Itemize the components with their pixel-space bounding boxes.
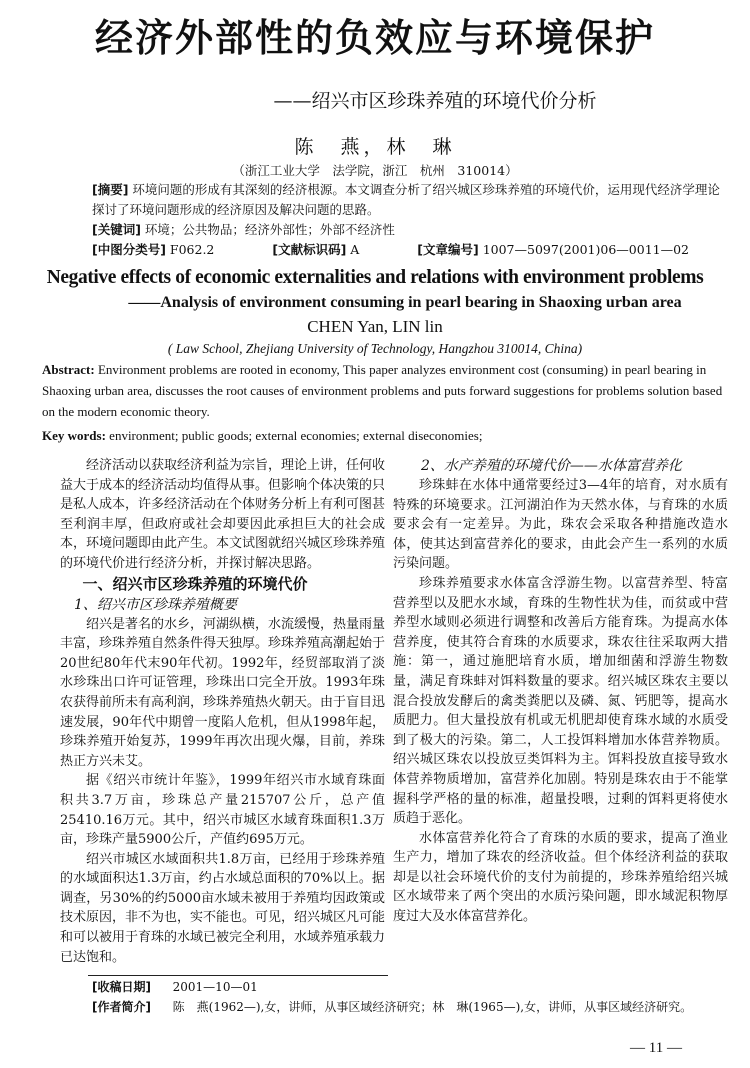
authors: 陈 燕，林 琳 [294, 136, 456, 158]
page-number: — 11 — [630, 1040, 682, 1057]
paragraph: 珍珠蚌在水体中通常要经过3—4年的培育，对水质有特殊的环境要求。江河湖泊作为天然水体，与育珠的水质要求会有一定差异。为此，珠农会采取各种措施改造水体，使其达到富营养化的要求，由此会产生一系列的水质污染问题。 [393, 478, 728, 572]
paragraph: 珍珠养殖要求水体富含浮游生物。以富营养型、特富营养型以及肥水水域，育珠的生物性状为佳，而贫或中营养型水域则必须进行调整和改善后方能育珠。为提高水体营养度，使其符合育珠的水质要求，珠农往往采取两大措施：第一，通过施肥培育水质，增加细菌和浮游生物数量，满足育珠蚌对饵料数量的要求。绍兴城区珠农主要以混合投放发酵后的禽类粪肥以及磷、氮、钙肥等，提高水质肥力。但大量投放有机或无机肥却使育珠水域的水质受到了极大的污染。第二，人工投饵料增加水体营养物质。绍兴城区珠农以投放豆类饵料为主。饵料投放直接导致水体营养物质增加，富营养化加剧。特别是珠农由于不能掌握科学严格的量的标准，超量投喂，过剩的饵料更将使水质趋于恶化。 [393, 575, 728, 827]
english-keywords-label: Key words: [42, 428, 106, 443]
received-date [92, 978, 732, 996]
english-subtitle: ——Analysis of environment consuming in pearl bearing in Shaoxing urban area [128, 294, 682, 311]
footnote-divider [88, 975, 388, 976]
article-number-label: [文章编号] [417, 242, 479, 257]
clc-value: F062.2 [169, 242, 215, 257]
keywords-text: 环境；公共物品；经济外部性；外部不经济性 [144, 222, 395, 237]
section-1-heading: 一、绍兴市区珍珠养殖的环境代价 [82, 574, 308, 593]
clc-label: [中图分类号] [92, 242, 166, 257]
doc-code-label: [文献标识码] [272, 242, 347, 257]
paper-subtitle: ——绍兴市区珍珠养殖的环境代价分析 [273, 90, 597, 112]
body-columns [60, 456, 728, 967]
chinese-abstract [92, 180, 722, 220]
received-label: [收稿日期] [92, 980, 151, 995]
abstract-label: [摘要] [92, 182, 129, 197]
author-bio [92, 998, 732, 1016]
english-keywords-text: environment; public goods; external economies; external diseconomies; [105, 428, 483, 443]
affiliation: （浙江工业大学 法学院，浙江 杭州 310014） [232, 163, 518, 178]
bio-value: 陈 燕(1962—),女，讲师，从事区域经济研究；林 琳(1965—),女，讲师，从事区域经济研究。 [172, 1000, 693, 1015]
article-number-value: 1007—5097(2001)06—0011—02 [482, 242, 690, 257]
keywords-label: [关键词] [92, 222, 141, 237]
doc-code-value: A [350, 242, 360, 257]
chinese-keywords [92, 220, 722, 240]
english-title: Negative effects of economic externalities and relations with environment problems [46, 267, 704, 288]
paragraph: 水体富营养化符合了育珠的水质的要求，提高了渔业生产力，增加了珠农的经济收益。但个体经济利益的获取却是以社会环境代价的支付为前提的，珍珠养殖给绍兴城区水域带来了两个突出的水质污染问题，即水域泥积物厚度过大及水体富营养化。 [393, 830, 728, 925]
subsection-1-heading: 1、绍兴市区珍珠养殖概要 [74, 596, 237, 613]
subsection-2-heading: 2、水产养殖的环境代价——水体富营养化 [421, 458, 682, 474]
bio-label: [作者简介] [92, 1000, 151, 1015]
english-abstract-label: Abstract: [42, 362, 95, 377]
paper-title: 经济外部性的负效应与环境保护 [94, 15, 655, 60]
intro-paragraph: 经济活动以获取经济利益为宗旨，理论上讲，任何收益大于成本的经济活动均值得从事。但影响个体决策的只是私人成本，许多经济活动在个体财务分析上有利可图甚至利润丰厚，但政府或社会却要因此承担巨大的社会成本，环境问题即由此产生。本文试图就绍兴城区珍珠养殖的环境代价进行经济分析，并探讨解决思路。 [60, 458, 386, 571]
paragraph: 绍兴市城区水域面积共1.8万亩，已经用于珍珠养殖的水域面积达1.3万亩，约占水域总面积的70%以上。据调查，另30%的约5000亩水域未被用于养殖均因政策或技术原因，非不为也，实不能也。可见，绍兴城区凡可能和可以被用于育珠的水域已被完全利用，水域养殖承载力已达饱和。 [60, 851, 386, 965]
english-abstract [42, 359, 727, 422]
right-column [393, 456, 728, 927]
english-affiliation: ( Law School, Zhejiang University of Technology, Hangzhou 310014, China) [167, 341, 583, 356]
received-value: 2001—10—01 [172, 980, 258, 995]
classification-line [92, 240, 722, 260]
english-keywords [42, 426, 727, 446]
english-authors: CHEN Yan, LIN lin [307, 317, 443, 336]
abstract-text: 环境问题的形成有其深刻的经济根源。本文调查分析了绍兴城区珍珠养殖的环境代价，运用现代经济学理论探讨了环境问题形成的经济原因及解决问题的思路。 [92, 182, 720, 217]
paragraph: 据《绍兴市统计年鉴》，1999年绍兴市水域育珠面积共3.7万亩，珍珠总产量215707公斤，总产值25410.16万元。其中，绍兴市城区水域育珠面积1.3万亩，珍珠产量5900公斤，产值约695万元。 [60, 773, 385, 848]
left-column [60, 456, 385, 967]
paragraph: 绍兴是著名的水乡，河湖纵横，水流缓慢，热量雨量丰富，珍珠养殖自然条件得天独厚。珍珠养殖高潮起始于20世纪80年代末90年代初。1992年，经贸部取消了淡水珍珠出口许可证管理，珍珠出口完全开放。1993年珠农获得前所未有高利润，珍珠养殖热火朝天。由于盲目迅速发展，90年代中期曾一度陷人危机，但从1998年起，珍珠养殖开始复苏，1999年再次出现火爆，目前，养珠热正方兴未艾。 [60, 616, 386, 769]
english-abstract-text: Environment problems are rooted in economy, This paper analyzes environment cost (consuming) in pearl bearing in Shaoxing urban area, discusses the root causes of environment problems and puts forward suggestions for problems solution based on the modern economic theory. [42, 362, 723, 419]
